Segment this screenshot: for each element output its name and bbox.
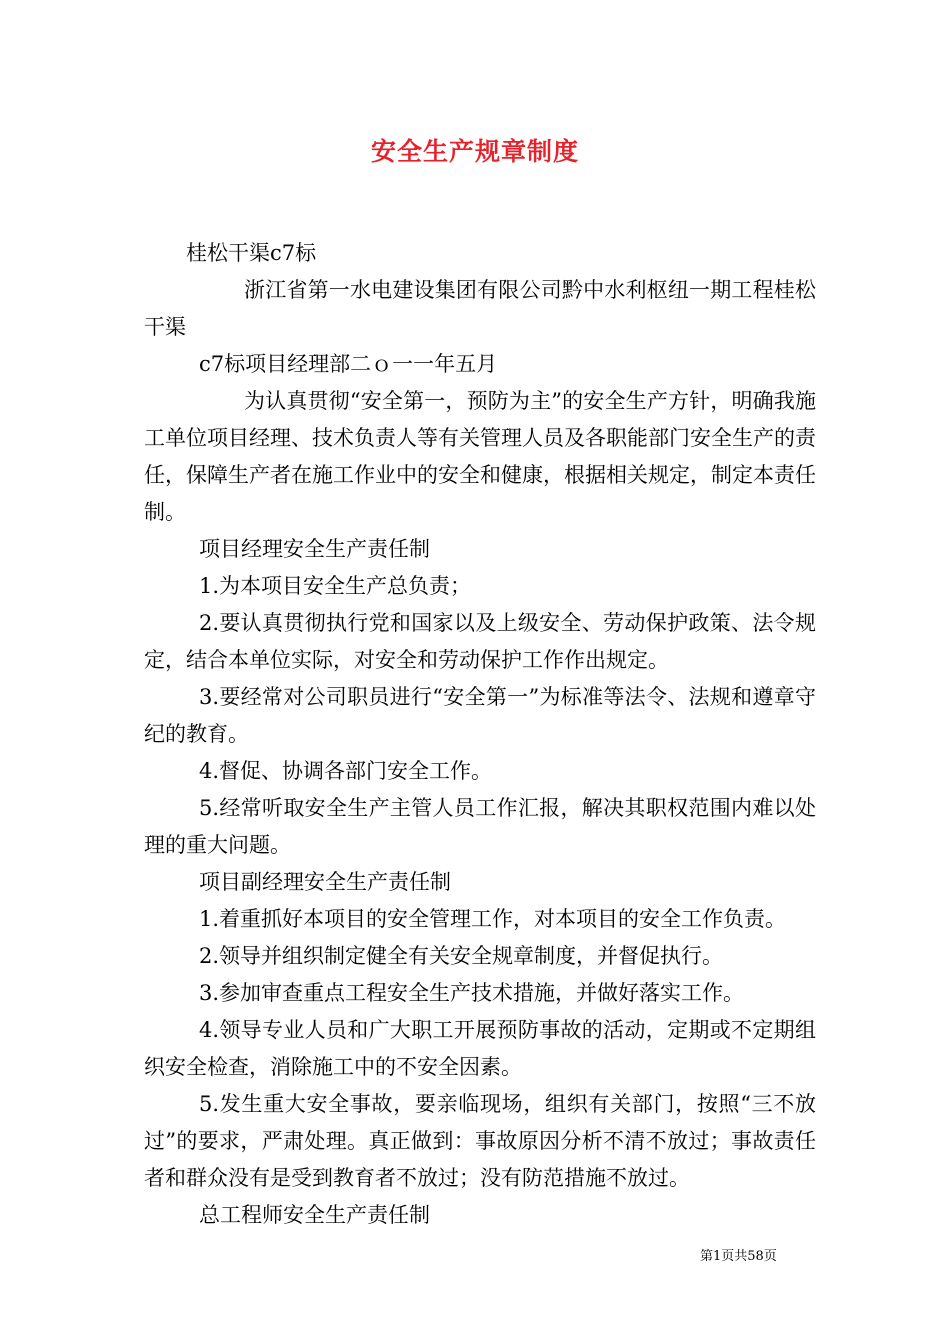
list-item: 4.督促、协调各部门安全工作。 (199, 759, 493, 783)
list-item: 5.经常听取安全生产主管人员工作汇报，解决其职权范围内难以处理的重大问题。 (144, 796, 816, 857)
list-item: 1.着重抓好本项目的安全管理工作，对本项目的安全工作负责。 (199, 907, 787, 931)
section-heading: 项目经理安全生产责任制 (199, 537, 430, 561)
page-number: 第1页共58页 (700, 1249, 777, 1264)
paragraph: 浙江省第一水电建设集团有限公司黔中水利枢纽一期工程桂松干渠 (144, 278, 816, 339)
list-item: 3.要经常对公司职员进行“安全第一”为标准等法令、法规和遵章守纪的教育。 (144, 685, 816, 746)
list-item: 5.发生重大安全事故，要亲临现场，组织有关部门，按照“三不放过”的要求，严肃处理。真正做到：事故原因分析不清不放过；事故责任者和群众没有是受到教育者不放过；没有防范措施不放过。 (144, 1092, 816, 1190)
list-item: 2.要认真贯彻执行党和国家以及上级安全、劳动保护政策、法令规定，结合本单位实际，对安全和劳动保护工作作出规定。 (144, 611, 816, 672)
paragraph: 为认真贯彻“安全第一，预防为主”的安全生产方针，明确我施工单位项目经理、技术负责人等有关管理人员及各职能部门安全生产的责任，保障生产者在施工作业中的安全和健康，根据相关规定，制定本责任制。 (144, 389, 816, 524)
document-body (144, 235, 816, 1234)
list-item: 3.参加审查重点工程安全生产技术措施，并做好落实工作。 (199, 981, 745, 1005)
document-title: 安全生产规章制度 (370, 137, 579, 166)
section-heading: 总工程师安全生产责任制 (199, 1203, 430, 1227)
paragraph: 桂松干渠c7标 (186, 241, 317, 265)
list-item: 4.领导专业人员和广大职工开展预防事故的活动，定期或不定期组织安全检查，消除施工中的不安全因素。 (144, 1018, 816, 1079)
list-item: 1.为本项目安全生产总负责； (199, 574, 472, 598)
list-item: 2.领导并组织制定健全有关安全规章制度，并督促执行。 (199, 944, 724, 968)
section-heading: 项目副经理安全生产责任制 (199, 870, 451, 894)
paragraph: c7标项目经理部二ｏ一一年五月 (199, 352, 498, 376)
